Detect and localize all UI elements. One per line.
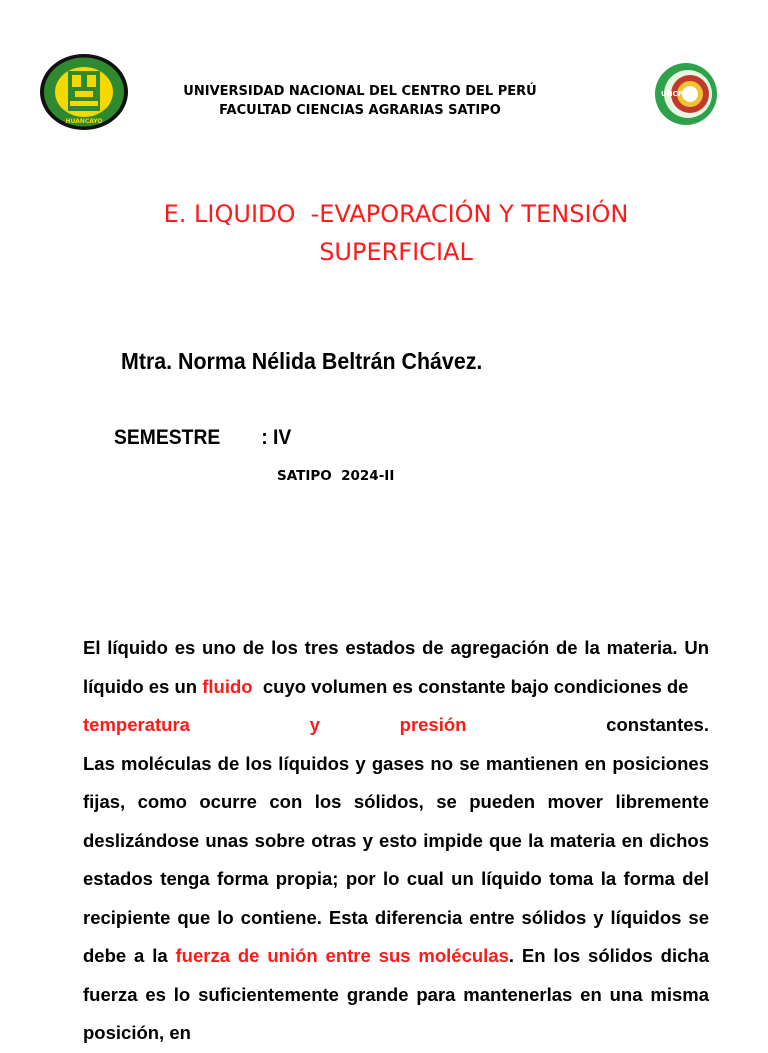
term-temperatura: temperatura bbox=[83, 714, 190, 735]
faculty-logo bbox=[652, 62, 720, 126]
term-y: y bbox=[309, 714, 320, 735]
semester-value: : IV bbox=[261, 426, 292, 449]
svg-text:UNCP: UNCP bbox=[661, 90, 683, 98]
p1-text-a: El líquido es uno de los tres estados de agregación de la materia. Un líquido es un bbox=[83, 637, 709, 697]
svg-text:HUANCAYO: HUANCAYO bbox=[65, 118, 103, 125]
paragraph-2 bbox=[83, 745, 709, 1053]
title-line-2: SUPERFICIAL bbox=[319, 238, 473, 266]
paragraph-1 bbox=[83, 629, 709, 745]
university-name: UNIVERSIDAD NACIONAL DEL CENTRO DEL PERÚ bbox=[183, 84, 537, 99]
term-fluido: fluido bbox=[202, 675, 253, 697]
p1-text-c: constantes. bbox=[606, 714, 709, 735]
semester-label: SEMESTRE bbox=[114, 426, 221, 449]
body-text bbox=[83, 629, 709, 1053]
semester-line bbox=[114, 426, 292, 450]
term-fuerza-union: fuerza de unión entre sus moléculas bbox=[175, 945, 509, 966]
author-name: Mtra. Norma Nélida Beltrán Chávez. bbox=[121, 348, 483, 374]
faculty-name: FACULTAD CIENCIAS AGRARIAS SATIPO bbox=[219, 103, 501, 118]
title-line-1: E. LIQUIDO -EVAPORACIÓN Y TENSIÓN bbox=[163, 200, 629, 228]
institution-header bbox=[150, 82, 570, 120]
university-seal-logo bbox=[39, 53, 129, 131]
term-presion: presión bbox=[399, 714, 467, 735]
p2-text-b: . En los sólidos dicha fuerza es lo suficientemente grande para mantenerlas en una misma posición, en bbox=[83, 945, 709, 1043]
document-title bbox=[110, 195, 682, 271]
p2-text-a: Las moléculas de los líquidos y gases no se mantienen en posiciones fijas, como ocurre con los sólidos, se pueden mover libremente deslizándose unas sobre otras y esto impide que la materia en dichos estados tenga forma propia; por lo cual un líquido toma la forma del recipiente que lo contiene. Esta diferencia entre sólidos y líquidos se debe a la bbox=[83, 752, 709, 966]
p1-text-b: cuyo volumen es constante bajo condiciones de bbox=[252, 675, 694, 697]
place-date: SATIPO 2024-II bbox=[277, 468, 395, 484]
